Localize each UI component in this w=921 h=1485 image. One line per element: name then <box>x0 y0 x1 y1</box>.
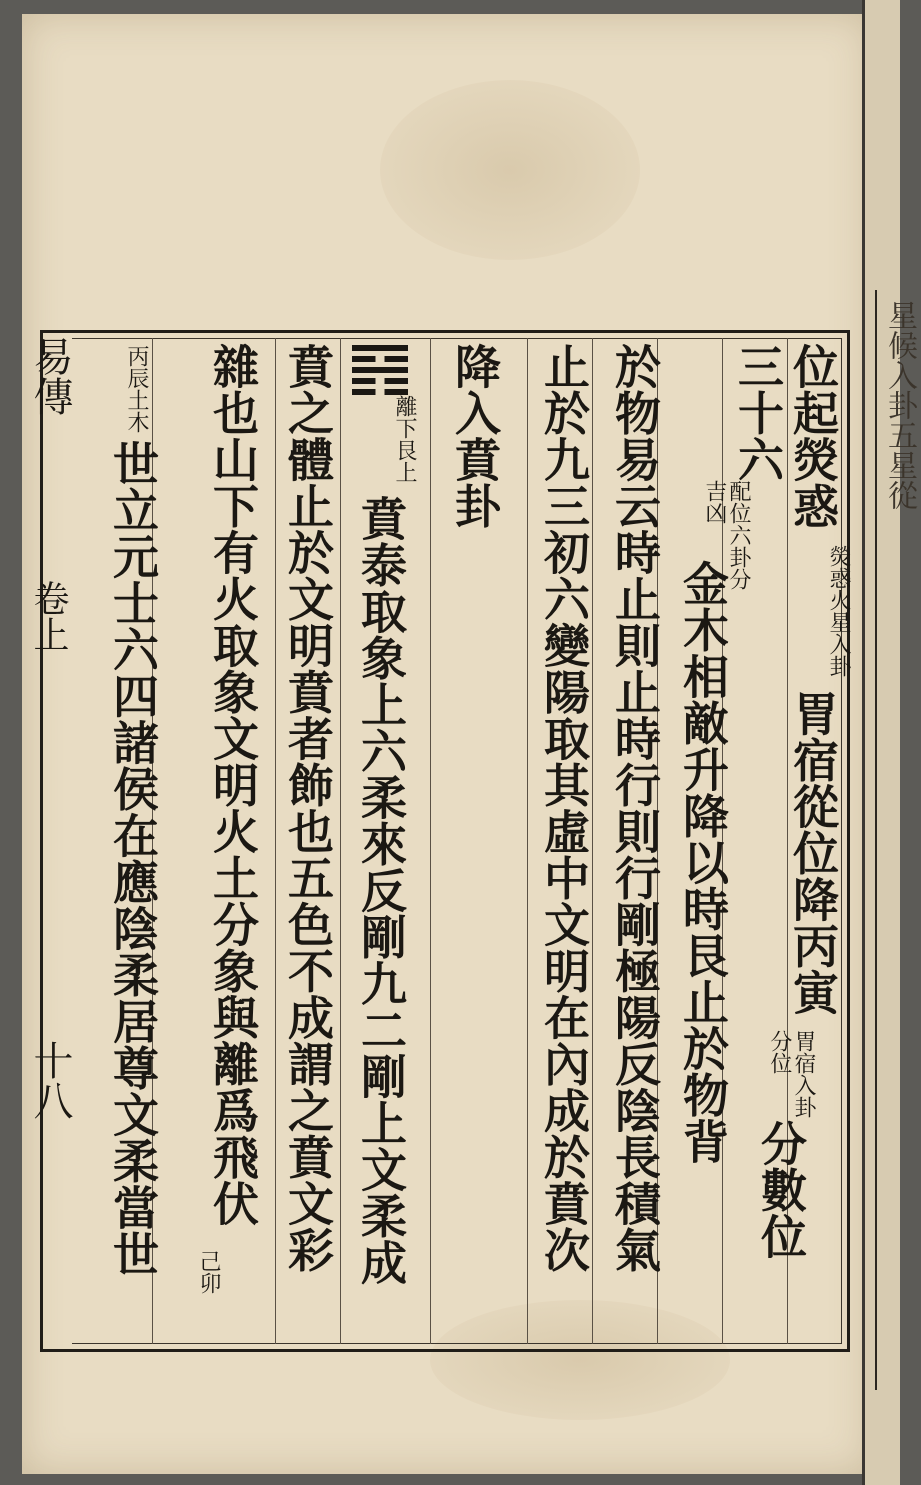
column-divider <box>527 338 528 1344</box>
book-title: 易傳 <box>27 336 73 416</box>
annotation-8: 己卯 <box>196 1250 221 1294</box>
text-column-9: 世立元士六四諸侯在應陰柔居尊文柔當世 <box>106 440 160 1277</box>
text-column-1c: 分數位 <box>754 1120 808 1260</box>
column-divider <box>592 338 593 1344</box>
text-column-6: 賁泰取象上六柔來反剛九二剛上文柔成 <box>354 495 408 1286</box>
annotation-2: 配位六卦分吉凶 <box>701 480 751 590</box>
adjacent-page <box>862 0 917 1485</box>
paper-stain <box>380 80 640 260</box>
annotation-1b: 胃宿入卦分位 <box>766 1030 816 1118</box>
column-divider <box>275 338 276 1344</box>
column-divider <box>430 338 431 1344</box>
text-column-2b: 金木相敵升降以時艮止於物背 <box>676 560 730 1165</box>
text-column-7: 賁之體止於文明賁者飾也五色不成謂之賁文彩 <box>281 343 335 1273</box>
hexagram-symbol <box>352 340 408 400</box>
hexagram-components: 離下艮上 <box>392 395 417 483</box>
adjacent-page-text: 星候入卦五星從 <box>882 300 917 510</box>
column-divider <box>340 338 341 1344</box>
text-column-5: 降入賁卦 <box>448 343 502 529</box>
folio-number: 十八 <box>27 1040 73 1120</box>
text-column-1b: 胃宿從位降丙寅 <box>786 690 840 1016</box>
text-column-3: 於物易云時止則止時行則行剛極陽反陰長積氣 <box>608 343 662 1273</box>
text-column-2: 三十六 <box>731 343 785 483</box>
annotation-1a: 熒惑火星入卦 <box>826 545 851 677</box>
text-column-4: 止於九三初六變陽取其虛中文明在內成於賁次 <box>537 343 591 1273</box>
fascicle-number: 卷上 <box>28 580 69 652</box>
text-column-1: 位起熒惑 <box>786 343 840 529</box>
annotation-9: 丙辰土木 <box>124 345 149 433</box>
text-column-8: 雜也山下有火取象文明火土分象與離爲飛伏 <box>206 343 260 1227</box>
